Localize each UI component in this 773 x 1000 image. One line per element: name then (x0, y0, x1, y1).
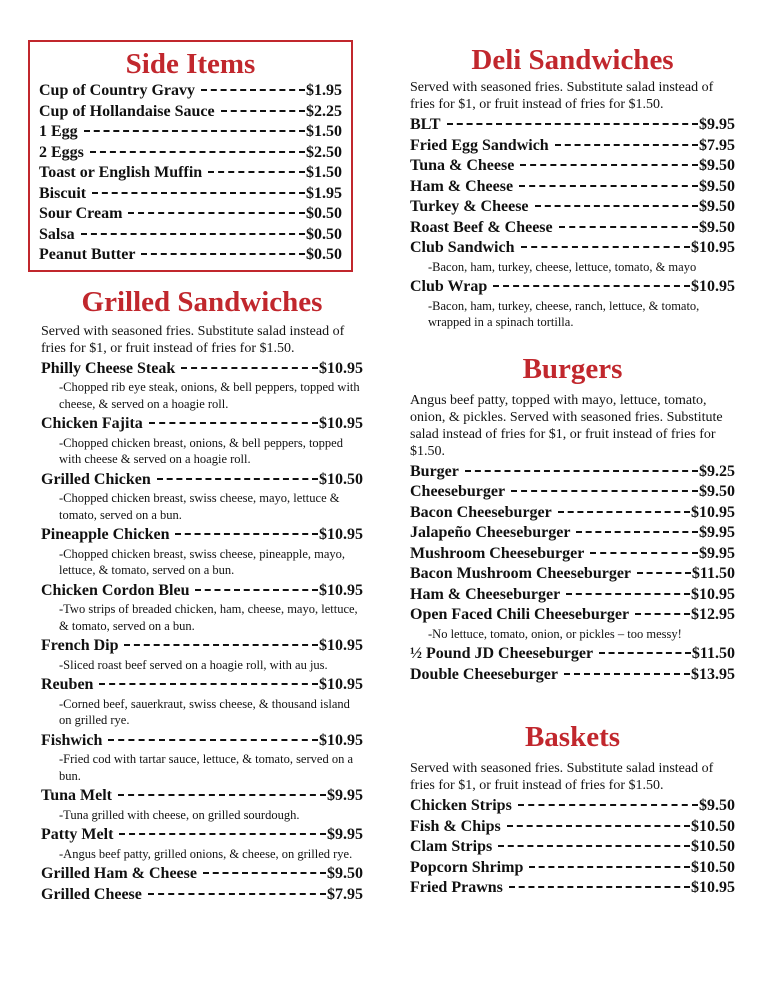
dotted-leader (529, 854, 690, 868)
menu-item-name: French Dip (41, 637, 119, 654)
menu-item-price: $9.50 (699, 177, 735, 195)
menu-item-row (41, 525, 363, 546)
menu-item-name: Philly Cheese Steak (41, 359, 176, 377)
dotted-leader (118, 782, 326, 796)
dotted-leader (128, 200, 305, 214)
menu-item (410, 238, 735, 275)
dotted-leader (518, 792, 698, 806)
menu-item-price: $9.95 (699, 544, 735, 562)
menu-item-price: $10.95 (691, 278, 735, 295)
grilled-sandwiches-section (28, 286, 363, 906)
burgers-description: Angus beef patty, topped with mayo, lettuce, tomato, onion, & pickles. Served with seasoned fries. Substitute salad instead of fries for $1, or fruit instead of fries for $1.50. (410, 392, 723, 459)
dotted-leader (81, 221, 305, 235)
dotted-leader (92, 180, 305, 194)
menu-item (41, 825, 363, 862)
dotted-leader (84, 118, 305, 132)
menu-item-name: Roast Beef & Cheese (410, 218, 553, 236)
menu-item-price: $10.50 (691, 817, 735, 835)
menu-item-price: $9.50 (699, 157, 735, 174)
menu-item-row (410, 605, 735, 626)
dotted-leader (635, 601, 690, 615)
menu-item-row (41, 885, 363, 906)
menu-item-row (41, 470, 363, 491)
menu-item (41, 675, 363, 729)
menu-item-price: $9.50 (699, 797, 735, 814)
menu-item (41, 786, 363, 823)
side-items-title: Side Items (125, 48, 256, 80)
dotted-leader (124, 632, 318, 646)
menu-item-row (41, 636, 363, 657)
menu-item-name: Patty Melt (41, 826, 114, 843)
menu-item-price: $10.95 (319, 731, 363, 749)
menu-item (41, 885, 363, 906)
side-items-section (28, 40, 353, 272)
menu-item-name: Fried Prawns (410, 879, 503, 896)
menu-item-name: Double Cheeseburger (410, 665, 558, 683)
dotted-leader (520, 152, 698, 166)
dotted-leader (195, 577, 318, 591)
dotted-leader (108, 727, 318, 741)
menu-item-price: $1.95 (306, 82, 342, 99)
menu-item-row (410, 238, 735, 259)
dotted-leader (175, 521, 318, 535)
dotted-leader (535, 193, 698, 207)
dotted-leader (511, 478, 698, 492)
menu-item-row (41, 786, 363, 807)
menu-item-price: $2.50 (306, 143, 342, 161)
menu-item-row (41, 731, 363, 752)
menu-item (41, 525, 363, 579)
burgers-title: Burgers (522, 352, 623, 385)
menu-item-price: $11.50 (691, 565, 735, 582)
dotted-leader (590, 540, 698, 554)
dotted-leader (119, 821, 326, 835)
menu-item-name: Fishwich (41, 731, 103, 749)
dotted-leader (201, 77, 305, 91)
menu-item-name: Ham & Cheese (410, 177, 514, 195)
menu-item-name: Chicken Strips (410, 797, 512, 814)
menu-item-name: 1 Egg (39, 123, 78, 140)
menu-item-name: 2 Eggs (39, 143, 84, 161)
menu-item-name: ½ Pound JD Cheeseburger (410, 645, 594, 662)
menu-item-description: -Bacon, ham, turkey, cheese, ranch, lettuce, & tomato, wrapped in a spinach tortilla. (428, 298, 700, 329)
deli-sandwiches-title: Deli Sandwiches (471, 44, 674, 76)
menu-item-description: -Chopped chicken breast, swiss cheese, mayo, lettuce & tomato, served on a bun. (59, 491, 340, 522)
menu-item-row (41, 581, 363, 602)
menu-item-name: Salsa (39, 225, 75, 243)
menu-item-name: Cheeseburger (410, 483, 506, 500)
menu-item-name: BLT (410, 116, 441, 133)
baskets-list (410, 796, 735, 899)
deli-sandwiches-description: Served with seasoned fries. Substitute salad instead of fries for $1, or fruit instead of fries for $1.50. (410, 80, 714, 112)
menu-item (41, 636, 363, 673)
menu-item-description: -Bacon, ham, turkey, cheese, lettuce, tomato, & mayo (428, 259, 697, 274)
menu-item-price: $10.95 (691, 503, 735, 521)
dotted-leader (447, 111, 698, 125)
menu-item-price: $7.95 (699, 136, 735, 154)
dotted-leader (637, 560, 691, 574)
menu-item-price: $9.95 (699, 524, 735, 541)
grilled-sandwiches-list (41, 359, 363, 906)
menu-item-description: -Angus beef patty, grilled onions, & cheese, on grilled rye. (59, 846, 353, 861)
dotted-leader (519, 173, 698, 187)
menu-item-description: -Tuna grilled with cheese, on grilled sourdough. (59, 807, 300, 822)
baskets-title: Baskets (524, 721, 621, 753)
left-column (28, 40, 378, 905)
dotted-leader (507, 813, 690, 827)
menu-item-row (41, 359, 363, 380)
dotted-leader (559, 214, 698, 228)
right-column (410, 44, 735, 899)
menu-item (39, 245, 342, 266)
menu-item-price: $10.95 (319, 676, 363, 693)
dotted-leader (90, 139, 305, 153)
menu-item (41, 731, 363, 785)
menu-item-price: $10.95 (319, 581, 363, 599)
menu-item-price: $10.95 (319, 526, 363, 543)
menu-item-price: $10.95 (319, 415, 363, 432)
menu-item (410, 665, 735, 686)
menu-item-row (41, 675, 363, 696)
menu-item-name: Cup of Country Gravy (39, 82, 196, 99)
menu-item-price: $9.25 (699, 462, 735, 480)
menu-item-name: Toast or English Muffin (39, 164, 203, 181)
menu-item-row (410, 277, 735, 298)
menu-item-price: $0.50 (306, 225, 342, 243)
menu-item-name: Bacon Mushroom Cheeseburger (410, 565, 632, 582)
menu-item-name: Grilled Chicken (41, 470, 151, 488)
grilled-sandwiches-description: Served with seasoned fries. Substitute salad instead of fries for $1, or fruit instead of fries for $1.50. (41, 323, 345, 356)
menu-item-name: Chicken Fajita (41, 415, 143, 432)
menu-item-name: Ham & Cheeseburger (410, 585, 561, 603)
menu-item-description: -Chopped chicken breast, swiss cheese, pineapple, mayo, lettuce, & tomato, served on a bun. (59, 546, 346, 577)
burgers-section (410, 353, 735, 686)
menu-item-description: -Sliced roast beef served on a hoagie roll, with au jus. (59, 657, 328, 672)
menu-item (41, 581, 363, 635)
menu-item-price: $12.95 (691, 606, 735, 623)
menu-item-price: $1.50 (306, 164, 342, 181)
dotted-leader (558, 499, 690, 513)
dotted-leader (576, 519, 698, 533)
menu-item-price: $7.95 (327, 885, 363, 903)
menu-item-name: Pineapple Chicken (41, 526, 170, 543)
menu-item-name: Grilled Ham & Cheese (41, 865, 197, 882)
menu-item-price: $10.95 (319, 637, 363, 654)
menu-item-row (410, 878, 735, 899)
menu-item-row (41, 825, 363, 846)
menu-item-name: Tuna Melt (41, 787, 112, 804)
menu-item-name: Bacon Cheeseburger (410, 503, 552, 521)
menu-item-name: Burger (410, 462, 459, 480)
dotted-leader (181, 355, 318, 369)
menu-item-row (410, 665, 735, 686)
menu-item-name: Popcorn Shrimp (410, 858, 524, 876)
menu-item (410, 878, 735, 899)
menu-item-name: Biscuit (39, 184, 87, 202)
menu-item-price: $2.25 (306, 102, 342, 120)
menu-item-price: $10.50 (691, 838, 735, 855)
baskets-section (410, 721, 735, 899)
menu-item-price: $9.95 (327, 787, 363, 804)
deli-sandwiches-section (410, 44, 735, 331)
menu-item-description: -Corned beef, sauerkraut, swiss cheese, & thousand island on grilled rye. (59, 696, 350, 727)
dotted-leader (564, 661, 690, 675)
dotted-leader (555, 132, 698, 146)
menu-item-price: $0.50 (306, 246, 342, 263)
menu-item-name: Chicken Cordon Bleu (41, 581, 190, 599)
dotted-leader (521, 234, 691, 248)
menu-item-name: Grilled Cheese (41, 885, 142, 903)
dotted-leader (157, 466, 318, 480)
menu-item-name: Club Wrap (410, 278, 488, 295)
menu-item-description: -Two strips of breaded chicken, ham, cheese, mayo, lettuce, & tomato, served on a bun. (59, 602, 358, 633)
menu-item-name: Reuben (41, 676, 94, 693)
menu-item (41, 359, 363, 413)
menu-item-price: $10.50 (691, 858, 735, 876)
menu-item-name: Fried Egg Sandwich (410, 136, 549, 154)
menu-item-name: Club Sandwich (410, 239, 515, 256)
baskets-description: Served with seasoned fries. Substitute salad instead of fries for $1, or fruit instead of fries for $1.50. (410, 761, 714, 793)
menu-item-price: $10.95 (691, 879, 735, 896)
dotted-leader (99, 671, 318, 685)
menu-item-name: Sour Cream (39, 205, 123, 222)
menu-item-name: Fish & Chips (410, 817, 501, 835)
menu-item (41, 414, 363, 468)
burgers-list (410, 462, 735, 686)
dotted-leader (149, 410, 318, 424)
dotted-leader (141, 241, 305, 255)
menu-item-description: -Chopped chicken breast, onions, & bell peppers, topped with cheese & served on a hoagie roll. (59, 435, 343, 466)
menu-item (410, 277, 735, 331)
deli-sandwiches-list (410, 115, 735, 331)
menu-item-price: $9.50 (699, 483, 735, 500)
menu-item (41, 470, 363, 524)
menu-item-name: Cup of Hollandaise Sauce (39, 102, 215, 120)
dotted-leader (203, 860, 326, 874)
menu-item-price: $0.50 (306, 205, 342, 222)
dotted-leader (498, 833, 690, 847)
menu-item-price: $13.95 (691, 665, 735, 683)
menu-item-price: $10.95 (319, 359, 363, 377)
menu-item-price: $11.50 (691, 645, 735, 662)
menu-item-price: $9.50 (327, 865, 363, 882)
menu-item-price: $10.95 (691, 239, 735, 256)
menu-item-row (39, 245, 342, 266)
dotted-leader (566, 581, 690, 595)
dotted-leader (148, 881, 326, 895)
dotted-leader (599, 640, 691, 654)
menu-item (410, 605, 735, 642)
menu-item-price: $9.50 (699, 198, 735, 215)
menu-item-price: $9.50 (699, 218, 735, 236)
menu-item-price: $10.95 (691, 585, 735, 603)
menu-item-description: -Fried cod with tartar sauce, lettuce, & tomato, served on a bun. (59, 752, 353, 783)
menu-item-name: Jalapeño Cheeseburger (410, 524, 571, 541)
menu-item-description: -No lettuce, tomato, onion, or pickles – too messy! (428, 626, 682, 641)
side-items-list (39, 81, 342, 266)
menu-item-name: Peanut Butter (39, 246, 136, 263)
menu-item-price: $1.50 (306, 123, 342, 140)
menu-item-name: Mushroom Cheeseburger (410, 544, 585, 562)
menu-item-price: $9.95 (327, 826, 363, 843)
dotted-leader (465, 458, 698, 472)
dotted-leader (493, 273, 690, 287)
menu-item-price: $9.95 (699, 116, 735, 133)
grilled-sandwiches-title: Grilled Sandwiches (81, 285, 323, 318)
dotted-leader (221, 98, 305, 112)
menu-item-name: Clam Strips (410, 838, 493, 855)
menu-item-name: Open Faced Chili Cheeseburger (410, 606, 630, 623)
menu-item-row (41, 414, 363, 435)
menu-item-price: $1.95 (306, 184, 342, 202)
menu-item-description: -Chopped rib eye steak, onions, & bell peppers, topped with cheese, & served on a hoagie roll. (59, 380, 360, 411)
menu-item-price: $10.50 (319, 470, 363, 488)
menu-item-name: Tuna & Cheese (410, 157, 515, 174)
dotted-leader (208, 159, 305, 173)
menu-item-name: Turkey & Cheese (410, 198, 529, 215)
dotted-leader (509, 874, 690, 888)
